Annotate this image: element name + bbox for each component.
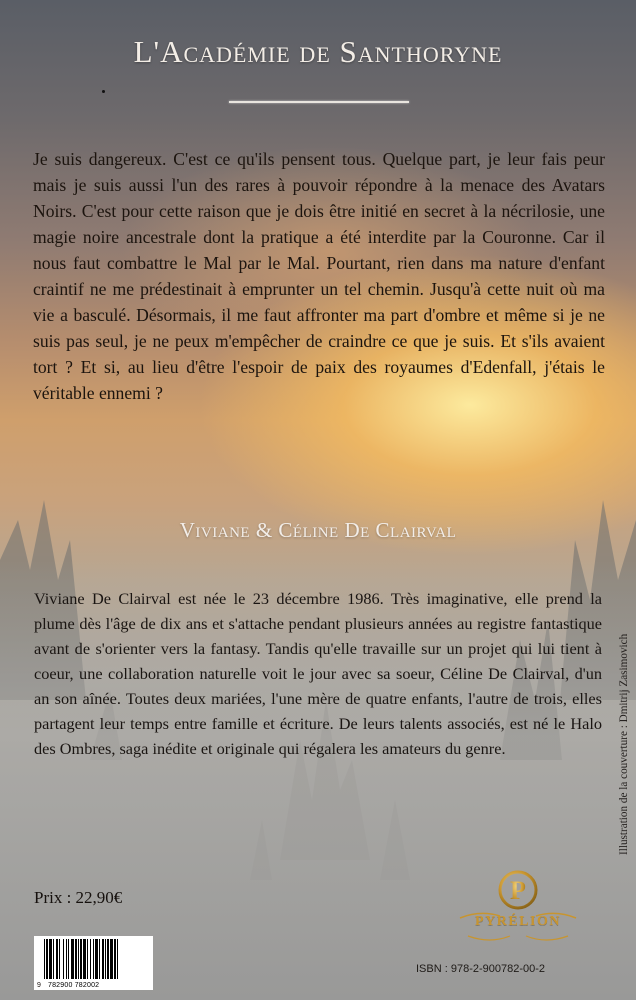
title-divider (229, 101, 409, 103)
barcode-bar (105, 939, 106, 979)
speck (102, 90, 105, 93)
barcode-bar (93, 939, 94, 979)
author-biography: Viviane De Clairval est née le 23 décembre 1986. Très imaginative, elle prend la plume dès l'âge de dix ans et s'attache pendant plusieurs années au registre fantastique avant de s'orienter vers la fantasy. Tandis qu'elle travaille sur un projet qui lui tient à coeur, une collaboration naturelle voit le jour avec sa soeur, Céline De Clairval, d'un an son aînée. Toutes deux mariées, l'une mère de quatre enfants, l'autre de trois, elles partagent leur temps entre famille et écriture. De leurs talents associés, est né le Halo des Ombres, saga inédite et originale qui régalera les amateurs du genre. (34, 589, 602, 758)
isbn-label: ISBN : 978-2-900782-00-2 (416, 963, 546, 975)
book-title: L'Académie de Santhoryne (133, 34, 503, 69)
price-label: Prix : 22,90€ (34, 888, 123, 907)
barcode-digits: 782900 782002 (48, 982, 100, 989)
barcode-bar (95, 939, 98, 979)
barcode-bar (90, 939, 91, 979)
barcode-bar (59, 939, 60, 979)
barcode-bar (80, 939, 82, 979)
publisher-logo-icon (450, 866, 586, 946)
barcode-bar (75, 939, 77, 979)
barcode-lead-digit: 9 (37, 982, 41, 989)
cover-illustration-credit: Illustration de la couverture : Dmitrij Zasimovich (618, 633, 630, 855)
barcode-bar (53, 939, 54, 979)
barcode-bar (71, 939, 74, 979)
publisher-name: PYRÉLION (475, 914, 561, 929)
barcode-bar (114, 939, 116, 979)
barcode-bar (46, 939, 48, 979)
barcode-bar (99, 939, 100, 979)
barcode-bar (117, 939, 118, 979)
barcode-bar (107, 939, 109, 979)
barcode-bar (110, 939, 113, 979)
barcode-bar (78, 939, 79, 979)
barcode-bar (49, 939, 52, 979)
barcode-bar (44, 939, 45, 979)
author-names: Viviane & Céline De Clairval (179, 518, 457, 542)
barcode-bar (56, 939, 58, 979)
barcode-bar (66, 939, 67, 979)
barcode-bar (102, 939, 104, 979)
barcode (34, 936, 153, 990)
barcode-bar (68, 939, 69, 979)
barcode-bar (83, 939, 86, 979)
synopsis-text: Je suis dangereux. C'est ce qu'ils pensent tous. Quelque part, je leur fais peur mais je suis aussi l'un des rares à pouvoir répondre à la menace des Avatars Noirs. C'est pour cette raison que je dois être initié en secret à la nécrilosie, une magie noire ancestrale dont la pratique a été interdite par la Couronne. Car il nous faut combattre le Mal par le Mal. Pourtant, rien dans ma nature d'enfant craintif ne me prédestinait à emprunter un tel chemin. Jusqu'à cette nuit où ma vie a basculé. Désormais, il me faut affronter ma part d'ombre et même si je ne suis pas seul, je ne peux m'empêcher de craindre ce que je suis. Et s'ils avaient tort ? Et si, au lieu d'être l'espoir de paix des royaumes d'Edenfall, j'étais le véritable ennemi ? (33, 149, 605, 403)
barcode-bar (63, 939, 64, 979)
barcode-bar (87, 939, 88, 979)
barcode-bars-icon (44, 939, 149, 979)
publisher-initial: P (510, 876, 526, 905)
